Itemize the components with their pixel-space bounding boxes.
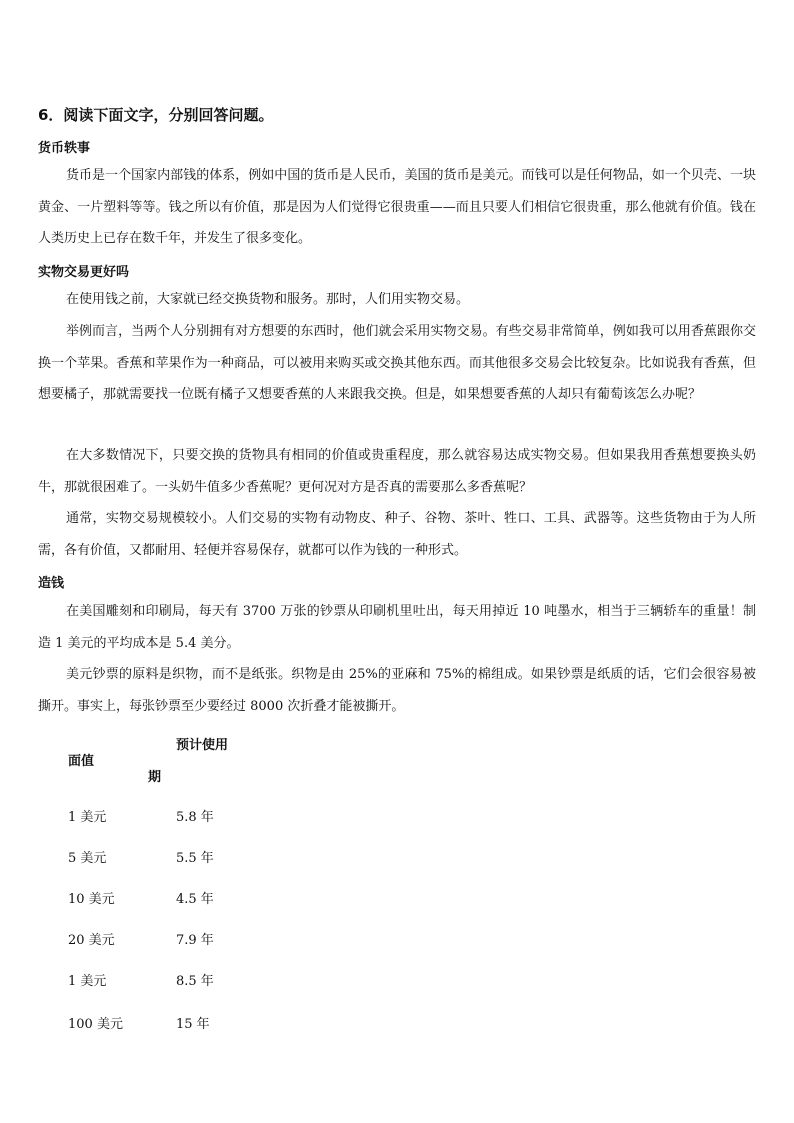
table-cell-life: 4.5 年 [176,892,214,907]
paragraph: 美元钞票的原料是织物，而不是纸张。织物是由 25%的亚麻和 75%的棉组成。如果钞票是纸质的话，它们会很容易被撕开。事实上，每张钞票至少要经过 8000 次折叠才能被撕开。 [38,667,756,714]
table-cell-denomination: 5 美元 [68,851,107,866]
table-header-life: 预计使用 [176,738,229,753]
paragraph: 在使用钱之前，大家就已经交换货物和服务。那时，人们用实物交易。 [66,292,470,307]
table-cell-life: 8.5 年 [176,974,214,989]
section-heading: 造钱 [38,576,65,591]
table-cell-life: 5.8 年 [176,810,214,825]
table-cell-denomination: 20 美元 [68,933,115,948]
section-heading: 货币轶事 [38,141,91,156]
table-cell-life: 7.9 年 [176,933,214,948]
paragraph: 在大多数情况下，只要交换的货物具有相同的价值或贵重程度，那么就容易达成实物交易。但如果我用香蕉想要换头奶牛，那就很困难了。一头奶牛值多少香蕉呢？更何况对方是否真的需要那么多香蕉呢？ [38,448,756,495]
table-header-denomination: 面值 [68,754,95,769]
table-cell-life: 5.5 年 [176,851,214,866]
section-heading: 实物交易更好吗 [38,265,130,280]
question-title: 6．阅读下面文字，分别回答问题。 [38,106,274,124]
table-cell-denomination: 1 美元 [68,974,107,989]
table-header-life-cont: 期 [148,770,162,785]
table-cell-denomination: 10 美元 [68,892,115,907]
table-cell-denomination: 1 美元 [68,810,107,825]
paragraph: 货币是一个国家内部钱的体系，例如中国的货币是人民币，美国的货币是美元。而钱可以是任何物品，如一个贝壳、一块黄金、一片塑料等等。钱之所以有价值，那是因为人们觉得它很贵重——而且只要人们相信它很贵重，那么他就有价值。钱在人类历史上已存在数千年，并发生了很多变化。 [38,168,756,246]
paragraph: 举例而言，当两个人分别拥有对方想要的东西时，他们就会采用实物交易。有些交易非常简单，例如我可以用香蕉跟你交换一个苹果。香蕉和苹果作为一种商品，可以被用来购买或交换其他东西。而其他很多交易会比较复杂。比如说我有香蕉，但想要橘子，那就需要找一位既有橘子又想要香蕉的人来跟我交换。但是，如果想要香蕉的人却只有葡萄该怎么办呢？ [38,324,756,402]
table-cell-denomination: 100 美元 [68,1017,123,1032]
paragraph: 在美国雕刻和印刷局，每天有 3700 万张的钞票从印刷机里吐出，每天用掉近 10 吨墨水，相当于三辆轿车的重量！制造 1 美元的平均成本是 5.4 美分。 [38,604,756,651]
paragraph: 通常，实物交易规模较小。人们交易的实物有动物皮、种子、谷物、茶叶、牲口、工具、武器等。这些货物由于为人所需，各有价值，又都耐用、轻便并容易保存，就都可以作为钱的一种形式。 [38,511,756,558]
table-cell-life: 15 年 [176,1017,210,1032]
